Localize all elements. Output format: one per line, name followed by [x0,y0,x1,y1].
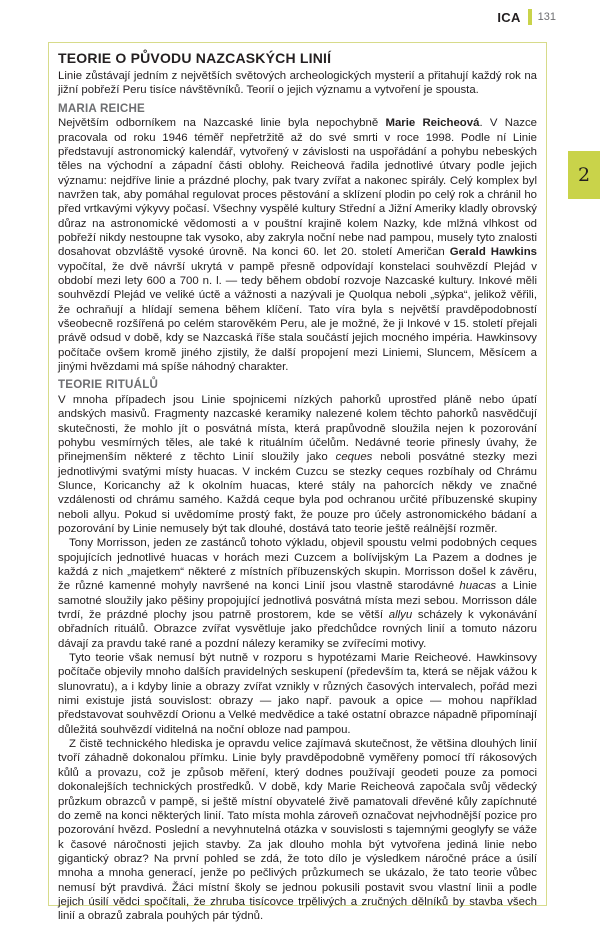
maria-reiche-paragraph: Největším odborníkem na Nazcaské linie byla nepochybně Marie Reicheová. V Nazce pracovala od roku 1946 téměř nepřetržitě až do své smrti v roce 1998. Podle ní Linie představují astronomický kalendář, vytvořený v závislosti na uspořádání a pohybu nebeských těles na východní a západní části oblohy. Reicheová řadila jednotlivé útvary podle jejich významu: nejdříve linie a prázdné plochy, pak tvary zvířat a nakonec spirály. Celý komplex byl navržen tak, aby pomáhal regulovat proces pěstování a sklízení plodin po celý rok a chránil ho před vrtkavými výkyvy počasí. Všechny vyspělé kultury Střední a Jižní Ameriky kladly obrovský důraz na astronomické vědomosti a v pouštní krajině kolem Nazky, kde mlžná vlhkost od pobřeží nikdy nestoupne tak vysoko, aby zakryla noční nebe nad pampou, musely tyto znalosti dosahovat obzvláště vysoké úrovně. Na konci 60. let 20. století Američan Gerald Hawkins vypočítal, že dvě návrší ukrytá v pampě přesně odpovídají konstelaci souhvězdí Plejád v období mezi lety 600 a 700 n. l. — tedy během období rozvoje Nazcaské kultury. Inkové měli souhvězdí Plejád ve veliké úctě a vážnosti a nazývali je Quolqua neboli „sýpka“, jelikož věřili, že ochraňují a hlídají semena během klíčení. Tato víra byla s největší pravděpodobností všeobecně rozšířená po celém starověkém Peru, ale je možné, že ji Inkové v 15. století přejali právě odsud v době, kdy se Nazcaská říše stala součástí jejich mocného impéria. Hawkinsovy počítače ovšem kromě jiného zjistily, že další propojení mezi Liniemi, Sluncem, Měsícem a jinými hvězdami má spíše náhodný charakter. [58,117,538,374]
ritual-paragraph-1: V mnoha případech jsou Linie spojnicemi nízkých pahorků uprostřed pláně nebo úpatí andských masivů. Fragmenty nazcaské keramiky nalezené kolem těchto pahorků nasvědčují skutečnosti, že mohlo jít o posvátná místa, která prapůvodně sloužila nejen k pozorování pohybu vesmírných těles, ale také k rituálním účelům. Nedávné teorie přinesly úvahy, že přinejmenším některé z těchto Linií sloužily jako ceques neboli posvátné stezky mezi jednotlivými svatými místy huacas. V inckém Cuzcu se stezky ceques rozbíhaly od Chrámu Slunce, Koricanchy až k okolním huacas, které stály na pahorcích někdy ve značné vzdálenosti od chrámu samého. Každá ceque byla pod ochranou určité příbuzenské skupiny neboli allyu. Pokud si uvědomíme prostý fakt, že pouze pro účely astronomického bádaní a pozorování by Linie nemusely být tak dlouhé, dostává tato teorie ještě reálnější rozměr. [58,393,537,535]
italic-term: ceques [335,451,373,464]
italic-term: huacas [459,580,497,593]
chapter-tab [568,151,600,199]
ritual-paragraph-3: Tyto teorie však nemusí být nutně v rozporu s hypotézami Marie Reicheové. Hawkinsovy počítače objevily mnoho dalších pravidelných seskupení (především ta, která se nějak vážou k slunovratu), a i kdyby linie a obrazy zvířat vznikly v různých časových intervalech, pořád mezi nimi existuje jistá souvislost: obrazy — jako např. pavouk a opice — mohou například představovat souhvězdí Orionu a Velké medvědice a také ostatní obrazce nápadně připomínají důležitá souhvězdí viditelná na noční obloze nad pampou. [58,652,537,736]
italic-term: allyu [388,609,413,622]
header-accent-bar [528,9,532,25]
page-number: 131 [537,11,556,23]
person-name: Gerald Hawkins [449,246,538,259]
section-heading-ritual-theory: TEORIE RITUÁLŮ [58,378,159,392]
article-box [48,42,547,923]
article-title: TEORIE O PŮVODU NAZCASKÝCH LINIÍ [58,50,332,66]
region-label: ICA [497,9,521,25]
page-header [497,8,556,26]
section-heading-maria-reiche: MARIA REICHE [58,101,145,115]
ritual-paragraph-2: Tony Morrisson, jeden ze zastánců tohoto výkladu, objevil spoustu velmi podobných ceques spojujících jednotlivé huacas v horách mezi Cuzcem a bolívijským La Pazem a dodnes je každá z nich „majetkem“ některé z místních příbuzenských skupin. Morrisson došel k závěru, že různé kamenné mohyly navršené na konci Linií jsou vlastně starodávné huacas a Linie samotné sloužily jako pěšiny propojující jednotlivá posvátná místa mezi sebou. Morrisson dále tvrdí, že prázdné plochy jsou patrně prostorem, kde se větší allyu scházely k vykonávání obřadních rituálů. Obrazce zvířat vysvětluje jako předchůdce rovných linií a tomuto názoru dávají za pravdu také rané a pozdní nálezy keramiky se zvířecími motivy. [58,537,537,650]
person-name: Marie Reicheová [385,117,480,130]
article-intro: Linie zůstávají jedním z největších světových archeologických mysterií a přitahují každý rok na jižní pobřeží Peru tisíce návštěvníků. Teorií o jejich významu a vytvoření je spousta. [58,70,537,97]
ritual-paragraph-4: Z čistě technického hlediska je opravdu velice zajímavá skutečnost, že většina dlouhých linií tvoří záhadně dokonalou přímku. Linie byly pravděpodobně vyměřeny pomocí tří rákosových kůlů a provazu, což je způsob měření, který dodnes používají geodeti pouze za pomoci dokonalejších technických prostředků. V době, kdy Marie Reicheová započala svůj vědecký průzkum obrazců v pampě, si ještě místní obyvatelé živě pamatovali dřevěné kůly zapíchnuté do země na konci některých linií. Tato místa mohla zároveň označovat nejvhodnější pozice pro pozorování hvězd. Poslední a nevyhnutelná otázka v souvislosti s tajemnými geoglyfy se váže k časové náročnosti jejich stavby. Za jak dlouho mohla být vytvořena jediná linie nebo gigantický obraz? Na první pohled se zdá, že toto dílo je výsledkem náročné práce a úsilí mnoha a mnoha generací, jenže po pečlivých průzkumech se ukázalo, že tato teorie vůbec nemusí být pravdivá. Žáci místní školy se jednou pokusili postavit svou vlastní linii a podle jejich úsilí vědci spočítali, že zhruba tisícovce trpělivých a zručných dělníků by stavba všech linií a obrazů zabrala pouhých pár týdnů. [58,738,537,923]
chapter-number: 2 [577,164,591,186]
